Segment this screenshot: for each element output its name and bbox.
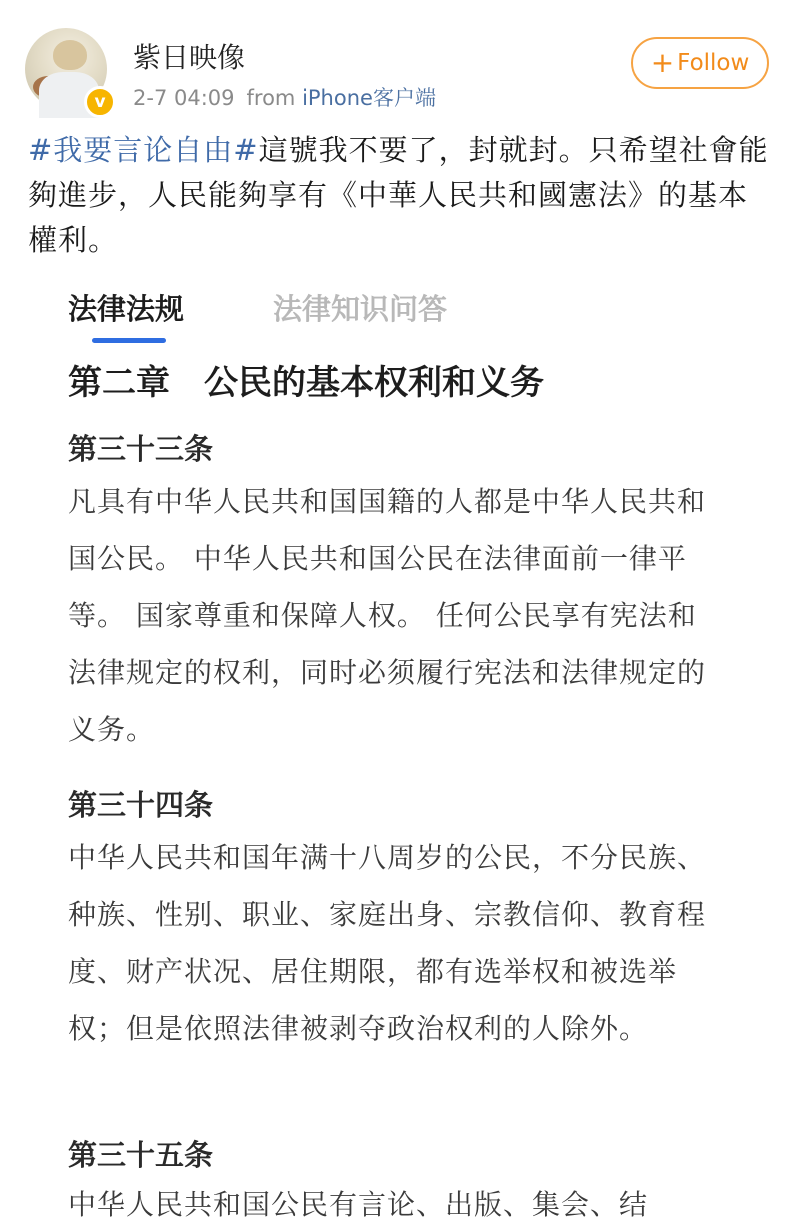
article-title: 第三十四条 (68, 788, 214, 822)
follow-button[interactable] (631, 37, 769, 89)
post-source: iPhone客户端 (302, 86, 436, 110)
from-label: from (246, 86, 296, 110)
article-body: 凡具有中华人民共和国国籍的人都是中华人民共和国公民。 中华人民共和国公民在法律面前一律平等。 国家尊重和保障人权。 任何公民享有宪法和法律规定的权利，同时必须履行宪法和法律规定的义务。 (68, 485, 707, 746)
active-tab-indicator (92, 338, 166, 343)
plus-icon: + (650, 46, 675, 79)
username[interactable]: 紫日映像 (133, 41, 246, 74)
chapter-title: 第二章 公民的基本权利和义务 (68, 363, 544, 403)
embedded-image[interactable] (0, 265, 797, 1221)
article-title: 第三十五条 (68, 1138, 214, 1172)
avatar-hair-shape (53, 40, 87, 70)
post-meta (133, 82, 436, 112)
article-body: 中华人民共和国年满十八周岁的公民，不分民族、种族、性别、职业、家庭出身、宗教信仰、教育程度、财产状况、居住期限，都有选举权和被选举权；但是依照法律被剥夺政治权利的人除外。 (68, 841, 707, 1045)
hashtag-link[interactable]: #我要言论自由# (28, 133, 259, 167)
post-time: 2-7 04:09 (133, 86, 235, 110)
post-body: 這號我不要了，封就封。只希望社會能夠進步，人民能夠享有《中華人民共和國憲法》的基本權利。 (28, 133, 769, 257)
post-text (28, 128, 770, 263)
tab-legal-qa: 法律知识问答 (273, 292, 448, 326)
article-body-truncated: 中华人民共和国公民有言论、出版、集会、结 (68, 1188, 649, 1221)
article-title: 第三十三条 (68, 432, 214, 466)
tab-laws-regulations: 法律法规 (68, 292, 185, 326)
verified-icon: v (84, 86, 116, 118)
follow-label: Follow (677, 50, 750, 76)
